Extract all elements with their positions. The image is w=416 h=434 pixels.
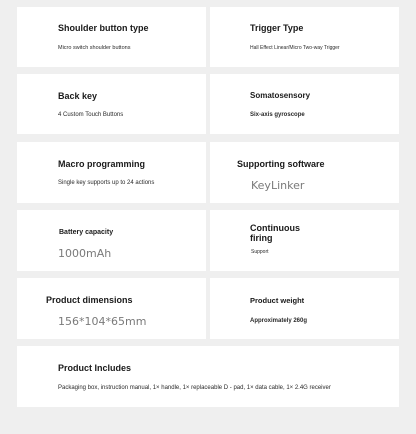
spec-card-shoulder-button: [17, 7, 206, 67]
spec-title: Product weight: [250, 296, 305, 305]
spec-value: Support: [251, 249, 269, 255]
spec-title: Somatosensory: [250, 91, 311, 100]
spec-value: KeyLinker: [251, 179, 305, 192]
spec-title: Shoulder button type: [58, 23, 149, 33]
spec-title: Product dimensions: [46, 295, 133, 305]
spec-title: Macro programming: [58, 159, 146, 169]
spec-card-product-includes: [17, 346, 399, 407]
spec-card-battery-capacity: [17, 210, 206, 271]
spec-value: 4 Custom Touch Buttons: [58, 112, 124, 118]
spec-title: Back key: [58, 91, 98, 101]
spec-card-macro-programming: [17, 142, 206, 203]
spec-title: Product Includes: [58, 363, 132, 373]
spec-title: Continuous firing: [250, 223, 300, 243]
spec-value: 156*104*65mm: [58, 315, 147, 328]
spec-card-supporting-software: [210, 142, 399, 203]
spec-card-continuous-firing: [210, 210, 399, 271]
spec-card-product-weight: [210, 278, 399, 339]
spec-value: Single key supports up to 24 actions: [58, 180, 155, 186]
spec-title: Supporting software: [237, 159, 325, 169]
spec-value: Approximately 260g: [250, 318, 308, 324]
spec-card-trigger-type: [210, 7, 399, 67]
spec-title: Battery capacity: [59, 229, 114, 236]
spec-title: Trigger Type: [250, 23, 304, 33]
spec-value: Hall Effect Linear/Micro Two-way Trigger: [250, 45, 340, 51]
spec-card-somatosensory: [210, 74, 399, 134]
spec-value: 1000mAh: [58, 247, 112, 260]
spec-card-product-dimensions: [17, 278, 206, 339]
spec-card-back-key: [17, 74, 206, 134]
spec-value: Six-axis gyroscope: [250, 112, 305, 118]
spec-value: Micro switch shoulder buttons: [58, 45, 131, 51]
spec-value: Packaging box, instruction manual, 1× handle, 1× replaceable D - pad, 1× data cable, 1× 2.4G receiver: [58, 385, 331, 391]
